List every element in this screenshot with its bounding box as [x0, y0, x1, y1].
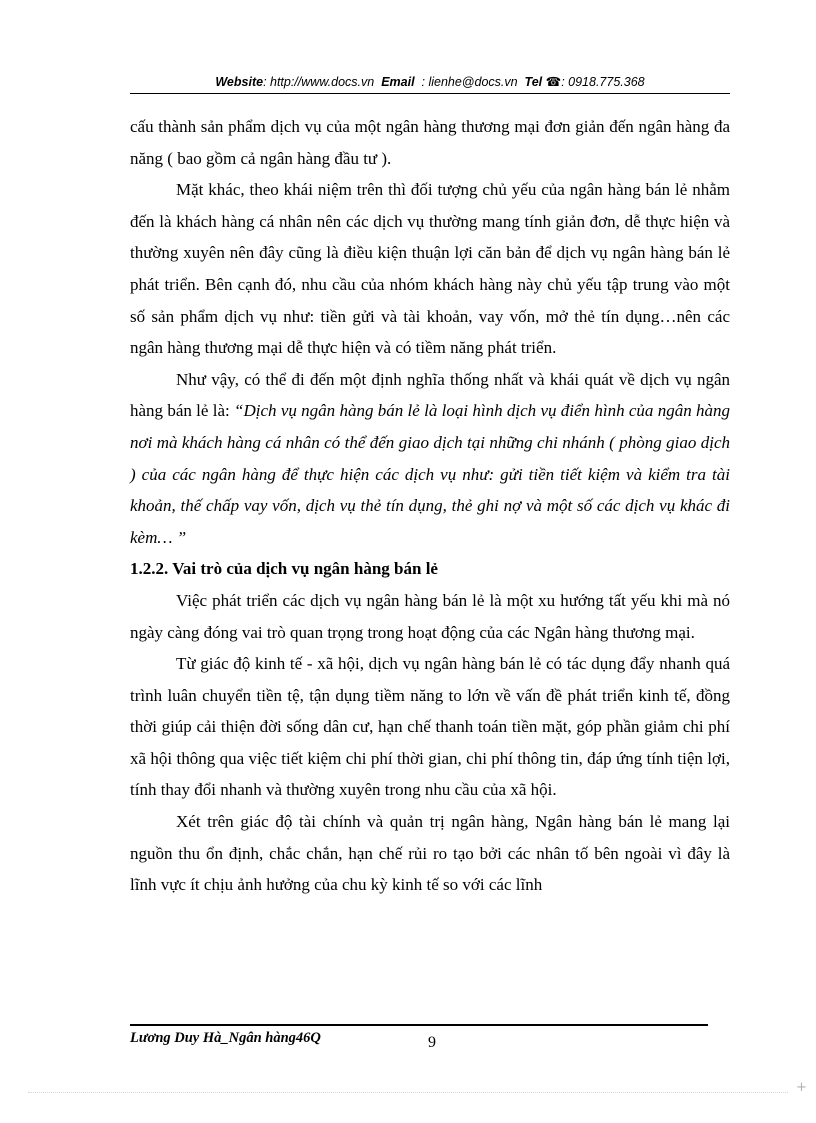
paragraph-4: Việc phát triển các dịch vụ ngân hàng bán lẻ là một xu hướng tất yếu khi mà nó ngày càng đóng vai trò quan trọng trong hoạt động của các Ngân hàng thương mại. — [130, 590, 730, 642]
page-number: 9 — [428, 1034, 436, 1051]
footer-author: Lương Duy Hà_Ngân hàng46Q — [130, 1030, 321, 1046]
tel-label: Tel — [524, 75, 543, 89]
crop-mark-icon: + — [796, 1080, 807, 1095]
email-value: : lienhe@docs.vn — [421, 75, 518, 89]
document-body — [130, 111, 730, 901]
paragraph-6: Xét trên giác độ tài chính và quản trị ngân hàng, Ngân hàng bán lẻ mang lại nguồn thu ổn định, chắc chắn, hạn chế rủi ro tạo bởi các nhân tố bên ngoài vì đây là lĩnh vực ít chịu ảnh hưởng của chu kỳ kinh tế so với các lĩnh — [130, 812, 730, 895]
paragraph-2: Mặt khác, theo khái niệm trên thì đối tượng chủ yếu của ngân hàng bán lẻ nhằm đến là khách hàng cá nhân nên các dịch vụ thường mang tính giản đơn, dễ thực hiện và thường xuyên nên đây cũng là điều kiện thuận lợi căn bản để dịch vụ ngân hàng bán lẻ phát triển. Bên cạnh đó, nhu cầu của nhóm khách hàng này chủ yếu tập trung vào một số sản phẩm dịch vụ như: tiền gửi và tài khoản, vay vốn, mở thẻ tín dụng…nên các ngân hàng thương mại dễ thực hiện và có tiềm năng phát triển. — [130, 180, 730, 358]
tel-value: : 0918.775.368 — [561, 75, 645, 89]
paragraph-3-lead: Như vậy, có thể đi đến một định nghĩa thống nhất và khái quát về dịch vụ ngân hàng bán lẻ là: — [130, 369, 730, 421]
definition-quote: “Dịch vụ ngân hàng bán lẻ là loại hình dịch vụ điển hình của ngân hàng nơi mà khách hàng cá nhân có thể đến giao dịch tại những chi nhánh ( phòng giao dịch ) của các ngân hàng để thực hiện các dịch vụ như: gửi tiền tiết kiệm và kiểm tra tài khoản, thế chấp vay vốn, dịch vụ thẻ tín dụng, thẻ ghi nợ và một số các dịch vụ khác đi kèm… ” — [130, 401, 730, 547]
header-divider — [130, 93, 730, 94]
page-header — [130, 74, 730, 90]
website-value: : http://www.docs.vn — [263, 75, 375, 89]
paragraph-5: Từ giác độ kinh tế - xã hội, dịch vụ ngân hàng bán lẻ có tác dụng đẩy nhanh quá trình luân chuyển tiền tệ, tận dụng tiềm năng to lớn về vấn đề phát triển kinh tế, đồng thời giúp cải thiện đời sống dân cư, hạn chế thanh toán tiền mặt, góp phần giảm chi phí xã hội thông qua việc tiết kiệm chi phí thời gian, chi phí thông tin, đáp ứng tính tiện lợi, tính thay đổi nhanh và thường xuyên trong nhu cầu của xã hội. — [130, 654, 730, 800]
phone-icon: ☎ — [545, 75, 562, 89]
paragraph-3 — [130, 364, 730, 554]
website-label: Website — [215, 75, 264, 89]
paragraph-1: cấu thành sản phẩm dịch vụ của một ngân hàng thương mại đơn giản đến ngân hàng đa năng ( bao gồm cả ngân hàng đầu tư ). — [130, 117, 730, 168]
section-heading: 1.2.2. Vai trò của dịch vụ ngân hàng bán lẻ — [130, 559, 438, 579]
page-edge-dotted-line — [28, 1092, 788, 1093]
email-label: Email — [381, 75, 415, 89]
footer-divider — [130, 1024, 708, 1026]
